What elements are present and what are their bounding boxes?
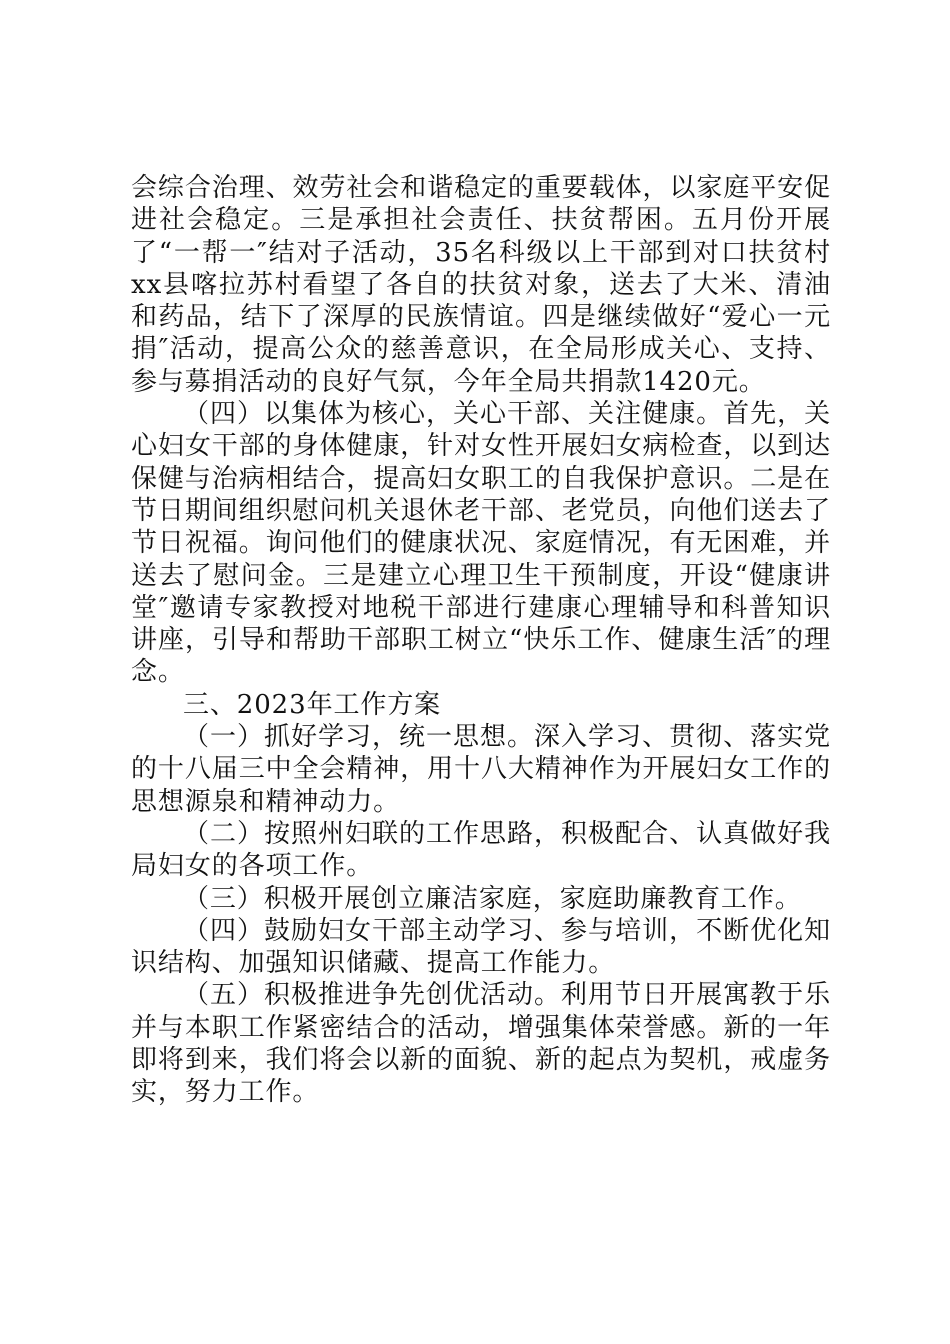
paragraph-cadre-health: （四）以集体为核心，关心干部、关注健康。首先，关心妇女干部的身体健康，针对女性开展妇女病检查，以到达保健与治病相结合，提高妇女职工的自我保护意识。二是在节日期间组织慰问机关退休老干部、老党员，向他们送去了节日祝福。询问他们的健康状况、家庭情况，有无困难，并送去了慰问金。三是建立心理卫生干预制度，开设“健康讲堂″邀请专家教授对地税干部进行建康心理辅导和科普知识讲座，引导和帮助干部职工树立“快乐工作、健康生活″的理念。 bbox=[131, 399, 831, 688]
plan-item-4: （四）鼓励妇女干部主动学习、参与培训，不断优化知识结构、加强知识储藏、提高工作能力。 bbox=[131, 915, 831, 979]
paragraph-social-stability: 会综合治理、效劳社会和谐稳定的重要载体，以家庭平安促进社会稳定。三是承担社会责任、扶贫帮困。五月份开展了“一帮一″结对子活动，35名科级以上干部到对口扶贫村xx县喀拉苏村看望了各自的扶贫对象，送去了大米、清油和药品，结下了深厚的民族情谊。四是继续做好“爱心一元捐″活动，提高公众的慈善意识，在全局形成关心、支持、参与募捐活动的良好气氛，今年全局共捐款1420元。 bbox=[131, 173, 831, 397]
plan-item-3: （三）积极开展创立廉洁家庭，家庭助廉教育工作。 bbox=[183, 883, 802, 914]
plan-item-1: （一）抓好学习，统一思想。深入学习、贯彻、落实党的十八届三中全会精神，用十八大精神作为开展妇女工作的思想源泉和精神动力。 bbox=[131, 722, 831, 817]
plan-item-2: （二）按照州妇联的工作思路，积极配合、认真做好我局妇女的各项工作。 bbox=[131, 818, 831, 882]
plan-item-5: （五）积极推进争先创优活动。利用节日开展寓教于乐并与本职工作紧密结合的活动，增强集体荣誉感。新的一年即将到来，我们将会以新的面貌、新的起点为契机，戒虚务实，努力工作。 bbox=[131, 980, 831, 1108]
section-heading-2023-plan: 三、2023年工作方案 bbox=[183, 689, 442, 720]
document-page bbox=[131, 172, 831, 1109]
